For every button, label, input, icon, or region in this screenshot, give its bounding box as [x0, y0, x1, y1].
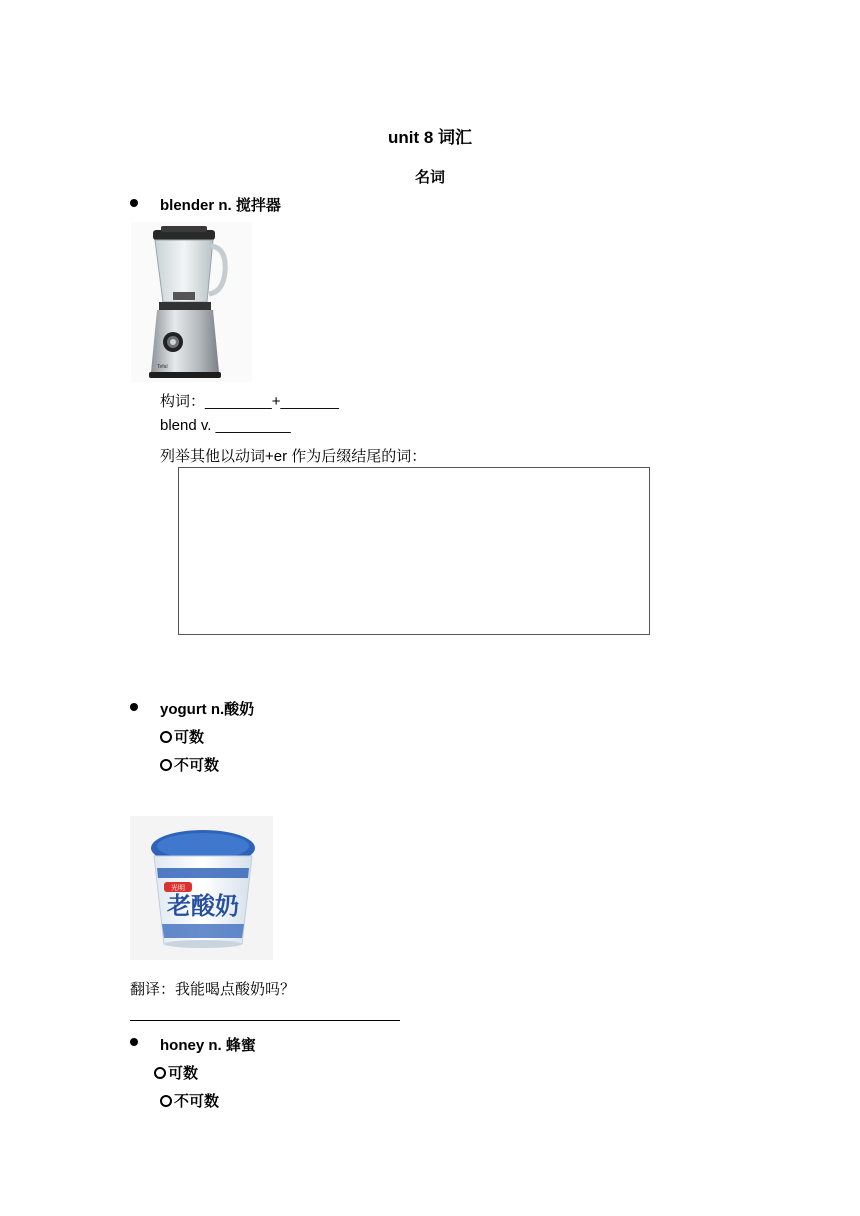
yogurt-label-text: 老酸奶 [167, 892, 239, 920]
countable-label: 可数 [168, 1065, 199, 1082]
countable-label: 可数 [174, 729, 205, 746]
translation-prompt: 翻译：我能喝点酸奶吗？ [130, 981, 296, 998]
svg-text:Tefal: Tefal [157, 364, 168, 370]
honey-countable [154, 1062, 198, 1083]
yogurt-cup-image [130, 816, 273, 960]
blender-heading: blender n. 搅拌器 [160, 197, 281, 214]
yogurt-countable [160, 726, 204, 747]
uncountable-label: 不可数 [174, 757, 220, 774]
answer-line[interactable] [130, 1020, 400, 1021]
uncountable-label: 不可数 [174, 1093, 220, 1110]
bullet-icon [130, 703, 138, 711]
yogurt-brand-text: 光明 [171, 884, 185, 892]
list-prompt: 列举其他以动词+er 作为后缀结尾的词： [160, 448, 427, 465]
bullet-icon [130, 199, 138, 207]
circle-bullet-icon [160, 731, 172, 743]
circle-bullet-icon [160, 759, 172, 771]
verb-line: blend v. _________ [160, 417, 291, 434]
yogurt-heading: yogurt n.酸奶 [160, 701, 255, 718]
honey-heading: honey n. 蜂蜜 [160, 1037, 256, 1054]
honey-uncountable [160, 1090, 219, 1111]
bullet-icon [130, 1038, 138, 1046]
formation-line: 构词：________+_______ [160, 393, 339, 410]
yogurt-uncountable [160, 754, 219, 775]
page-title: unit 8 词汇 [387, 128, 473, 147]
section-title: 名词 [414, 169, 445, 186]
blender-image [131, 222, 252, 382]
answer-box[interactable] [178, 467, 650, 635]
circle-bullet-icon [154, 1067, 166, 1079]
circle-bullet-icon [160, 1095, 172, 1107]
